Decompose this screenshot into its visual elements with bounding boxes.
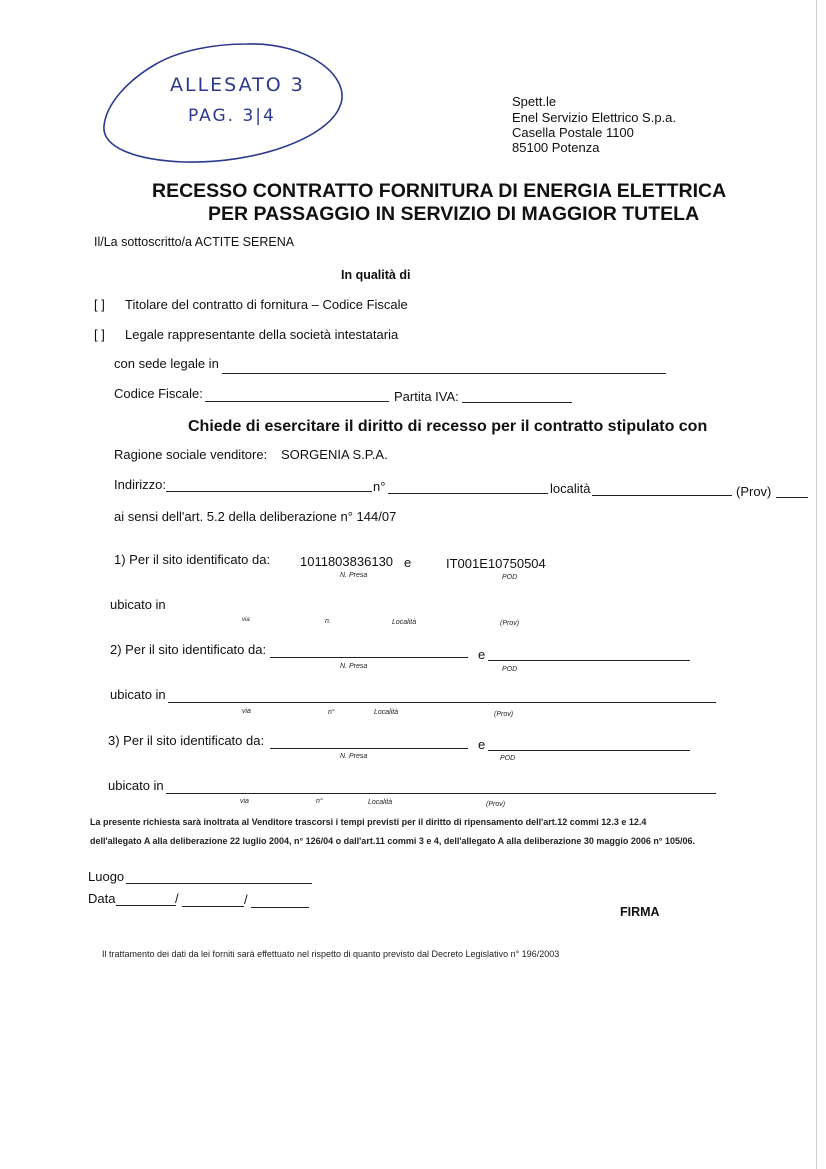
site2-cap-presa: N. Presa <box>340 663 368 670</box>
numero-label: n° <box>373 479 386 494</box>
luogo-label: Luogo <box>88 869 125 884</box>
localita-label: località <box>550 481 591 496</box>
site3-cap-loc: Località <box>368 799 393 806</box>
site2-cap-prov: (Prov) <box>494 711 514 718</box>
site1-e: e <box>404 555 412 570</box>
stamp-line-1: ALLESATO 3 <box>170 74 305 96</box>
vendor-label: Ragione sociale venditore: <box>114 447 268 462</box>
firma-label: FIRMA <box>620 905 660 919</box>
site1-presa-value: 1011803836130 <box>300 554 394 569</box>
request-heading: Chiede di esercitare il diritto di recesso per il contratto stipulato con <box>188 418 708 435</box>
site3-label: 3) Per il sito identificato da: <box>108 733 265 748</box>
data-day-field[interactable] <box>116 905 176 906</box>
site1-cap-n: n. <box>325 618 331 625</box>
site3-presa-field[interactable] <box>270 748 468 749</box>
numero-field[interactable] <box>388 493 548 494</box>
notice-line-2: dell'allegato A alla deliberazione 22 luglio 2004, n° 126/04 o dall'art.11 commi 3 e 4, dell'allegato A alla deliberazione 30 maggio 2006 n° 105/06. <box>90 836 696 846</box>
data-month-field[interactable] <box>182 906 244 907</box>
recipient-line-3: Casella Postale 1100 <box>512 125 634 140</box>
recipient-line-1: Spett.le <box>512 94 557 109</box>
recipient-line-4: 85100 Potenza <box>512 140 600 155</box>
site2-label: 2) Per il sito identificato da: <box>110 642 267 657</box>
vendor-value: SORGENIA S.P.A. <box>281 447 388 462</box>
site2-e: e <box>478 647 486 662</box>
site2-ubicato: ubicato in <box>110 687 166 702</box>
site3-ubicato: ubicato in <box>108 778 164 793</box>
site2-cap-via: via <box>242 708 251 715</box>
site3-cap-presa: N. Presa <box>340 753 368 760</box>
site1-cap-pod: POD <box>502 574 518 581</box>
luogo-field[interactable] <box>126 883 312 884</box>
page-edge <box>816 0 817 1169</box>
site1-cap-via: via <box>242 617 250 623</box>
option1-checkbox[interactable]: [ ] <box>94 297 105 312</box>
site2-cap-loc: Località <box>374 709 399 716</box>
site1-ubicato: ubicato in <box>110 597 166 612</box>
site2-presa-field[interactable] <box>270 657 468 658</box>
option1-label: Titolare del contratto di fornitura – Codice Fiscale <box>125 297 408 312</box>
prov-field[interactable] <box>776 497 808 498</box>
site3-cap-via: via <box>240 798 249 805</box>
cf-label: Codice Fiscale: <box>114 386 203 401</box>
site3-cap-prov: (Prov) <box>486 801 506 808</box>
indirizzo-field[interactable] <box>166 491 372 492</box>
recipient-line-2: Enel Servizio Elettrico S.p.a. <box>512 110 677 125</box>
capacity-heading: In qualità di <box>341 268 411 282</box>
sede-field[interactable] <box>222 373 666 374</box>
piva-field[interactable] <box>462 402 572 403</box>
indirizzo-label: Indirizzo: <box>114 477 167 492</box>
site3-e: e <box>478 737 486 752</box>
site3-pod-field[interactable] <box>488 750 690 751</box>
site1-cap-presa: N. Presa <box>340 572 368 579</box>
title-line-2: PER PASSAGGIO IN SERVIZIO DI MAGGIOR TUTELA <box>208 203 700 225</box>
site3-cap-pod: POD <box>500 755 516 762</box>
data-slash-2: / <box>244 892 248 907</box>
legal-ref: ai sensi dell'art. 5.2 della deliberazione n° 144/07 <box>114 509 397 524</box>
site1-cap-loc: Località <box>392 619 417 626</box>
option2-checkbox[interactable]: [ ] <box>94 327 105 342</box>
stamp-line-2: PAG. 3|4 <box>188 106 276 126</box>
option2-label: Legale rappresentante della società intestataria <box>125 327 399 342</box>
data-year-field[interactable] <box>251 907 309 908</box>
data-label: Data <box>88 891 116 906</box>
cf-field[interactable] <box>205 401 389 402</box>
site2-pod-field[interactable] <box>488 660 690 661</box>
site2-cap-pod: POD <box>502 666 518 673</box>
site1-label: 1) Per il sito identificato da: <box>114 552 271 567</box>
title-line-1: RECESSO CONTRATTO FORNITURA DI ENERGIA ELETTRICA <box>152 180 727 202</box>
site1-pod-value: IT001E10750504 <box>446 556 546 571</box>
signer-line: Il/La sottoscritto/a ACTITE SERENA <box>94 235 295 249</box>
notice-line-1: La presente richiesta sarà inoltrata al Venditore trascorsi i tempi previsti per il diritto di ripensamento dell'art.12 commi 12.3 e 12.4 <box>90 817 647 827</box>
site3-address-field[interactable] <box>166 793 716 794</box>
site3-cap-n: n° <box>316 798 323 805</box>
prov-label: (Prov) <box>736 484 772 499</box>
site1-cap-prov: (Prov) <box>500 620 520 627</box>
privacy-note: Il trattamento dei dati da lei forniti sarà effettuato nel rispetto di quanto previsto dal Decreto Legislativo n° 196/2003 <box>102 949 560 959</box>
piva-label: Partita IVA: <box>394 389 459 404</box>
data-slash-1: / <box>175 891 179 906</box>
localita-field[interactable] <box>592 495 732 496</box>
site2-address-field[interactable] <box>168 702 716 703</box>
sede-label: con sede legale in <box>114 356 219 371</box>
site2-cap-n: n° <box>328 709 335 716</box>
